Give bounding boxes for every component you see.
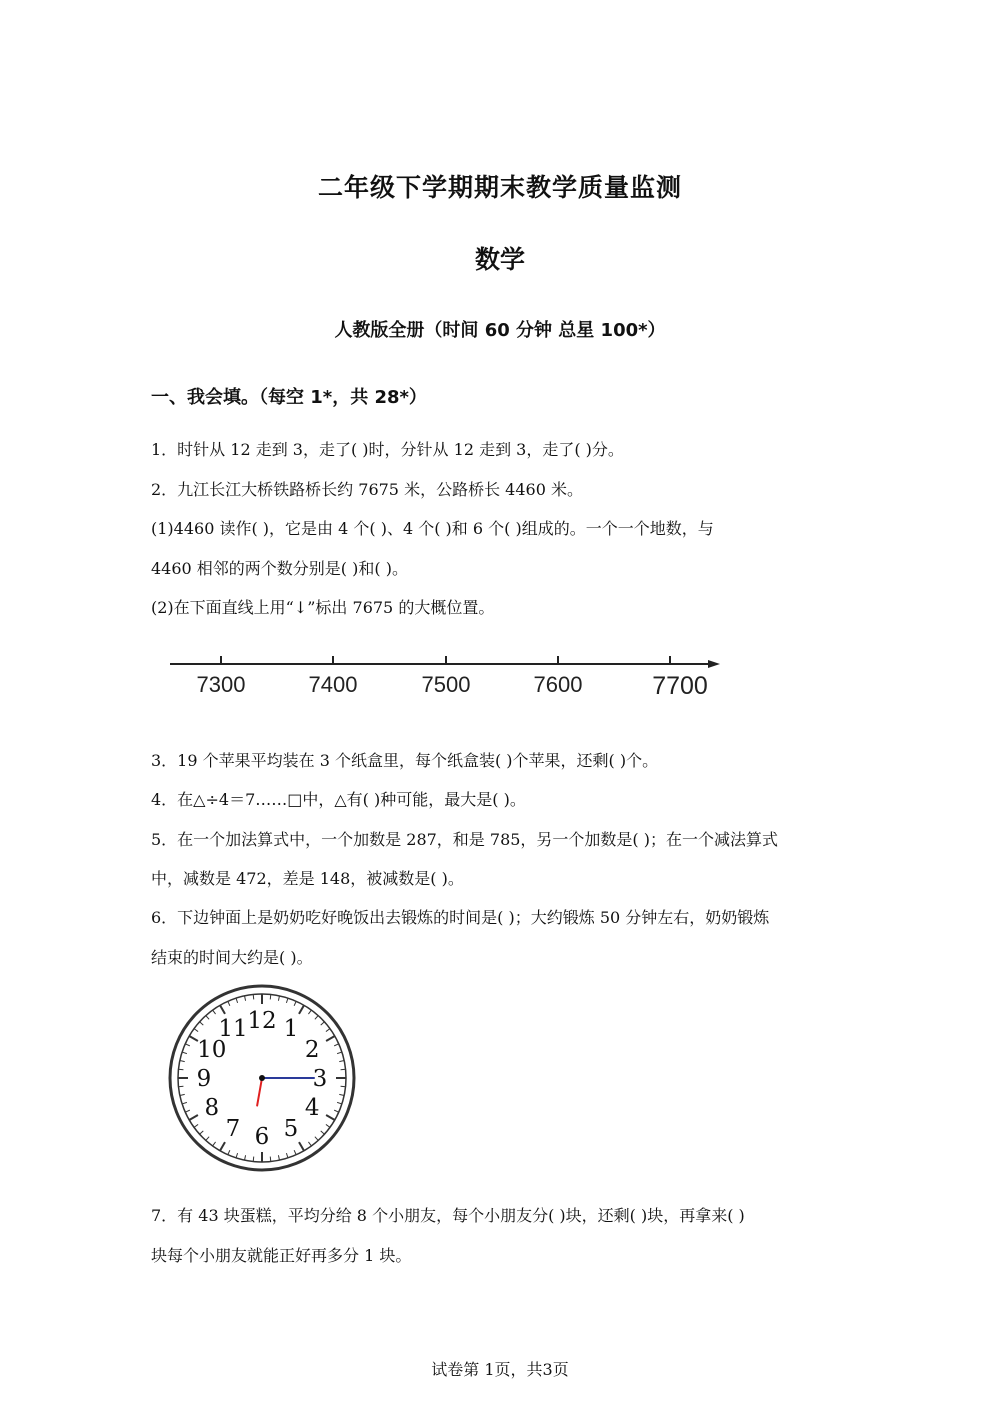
clock-minute-tick — [341, 1069, 346, 1070]
clock-minute-tick — [253, 1157, 254, 1162]
tick-label-7600: 7600 — [533, 672, 583, 697]
question-5-cont: 中，减数是 472，差是 148，被减数是( )。 — [151, 869, 464, 888]
clock-number-4: 4 — [304, 1095, 320, 1121]
question-2-part-1-cont: 4460 相邻的两个数分别是( )和( )。 — [151, 559, 408, 578]
clock-face — [166, 982, 358, 1174]
clock-minute-tick — [178, 1086, 183, 1087]
clock-number-11: 11 — [218, 1015, 248, 1042]
clock-number-1: 1 — [283, 1015, 299, 1042]
question-2: 2．九江长江大桥铁路桥长约 7675 米，公路桥长 4460 米。 — [151, 480, 583, 499]
clock-number-9: 9 — [196, 1066, 212, 1092]
question-7: 7．有 43 块蛋糕，平均分给 8 个小朋友，每个小朋友分( )块，还剩( )块，再拿来( ) — [151, 1206, 745, 1225]
question-5: 5．在一个加法算式中，一个加数是 287，和是 785，另一个加数是( )；在一个减法算式 — [151, 830, 779, 849]
exam-title: 二年级下学期期末教学质量监测 — [317, 173, 682, 202]
question-4: 4．在△÷4＝7……□中，△有( )种可能，最大是( )。 — [151, 790, 526, 809]
number-line — [165, 648, 725, 702]
question-3: 3．19 个苹果平均装在 3 个纸盒里，每个纸盒装( )个苹果，还剩( )个。 — [151, 751, 659, 770]
question-6-cont: 结束的时间大约是( )。 — [151, 948, 313, 967]
clock-minute-tick — [253, 994, 254, 999]
question-6: 6．下边钟面上是奶奶吃好晚饭出去锻炼的时间是( )；大约锻炼 50 分钟左右，奶奶锻炼 — [151, 908, 770, 927]
clock-minute-tick — [270, 1157, 271, 1162]
question-2-part-1: (1)4460 读作( )，它是由 4 个( )、4 个( )和 6 个( )组成的。一个一个地数，与 — [151, 519, 714, 538]
clock-minute-tick — [270, 994, 271, 999]
clock-minute-tick — [341, 1086, 346, 1087]
tick-label-7700: 7700 — [652, 672, 708, 700]
question-1: 1．时针从 12 走到 3，走了( )时，分针从 12 走到 3，走了( )分。 — [151, 440, 624, 459]
clock-number-12: 12 — [247, 1008, 277, 1034]
clock-number-5: 5 — [283, 1116, 299, 1143]
clock-minute-tick — [178, 1069, 183, 1070]
tick-label-7300: 7300 — [196, 672, 246, 697]
subject-title: 数学 — [474, 245, 525, 274]
clock-number-6: 6 — [254, 1124, 270, 1150]
clock-number-10: 10 — [197, 1037, 227, 1063]
tick-label-7400: 7400 — [308, 672, 358, 697]
number-line-arrow — [708, 660, 720, 668]
page-footer: 试卷第 1页，共3页 — [431, 1360, 569, 1379]
clock-number-3: 3 — [312, 1066, 328, 1092]
question-2-part-2: (2)在下面直线上用“↓”标出 7675 的大概位置。 — [151, 598, 495, 617]
tick-label-7500: 7500 — [421, 672, 471, 697]
clock-center — [259, 1075, 265, 1081]
clock-number-7: 7 — [225, 1116, 241, 1143]
question-7-cont: 块每个小朋友就能正好再多分 1 块。 — [151, 1246, 412, 1265]
clock-number-8: 8 — [204, 1095, 220, 1121]
exam-subtitle: 人教版全册（时间 60 分钟 总星 100*） — [334, 320, 666, 341]
clock-number-2: 2 — [304, 1037, 320, 1063]
section-heading: 一、我会填。（每空 1*，共 28*） — [151, 387, 427, 408]
